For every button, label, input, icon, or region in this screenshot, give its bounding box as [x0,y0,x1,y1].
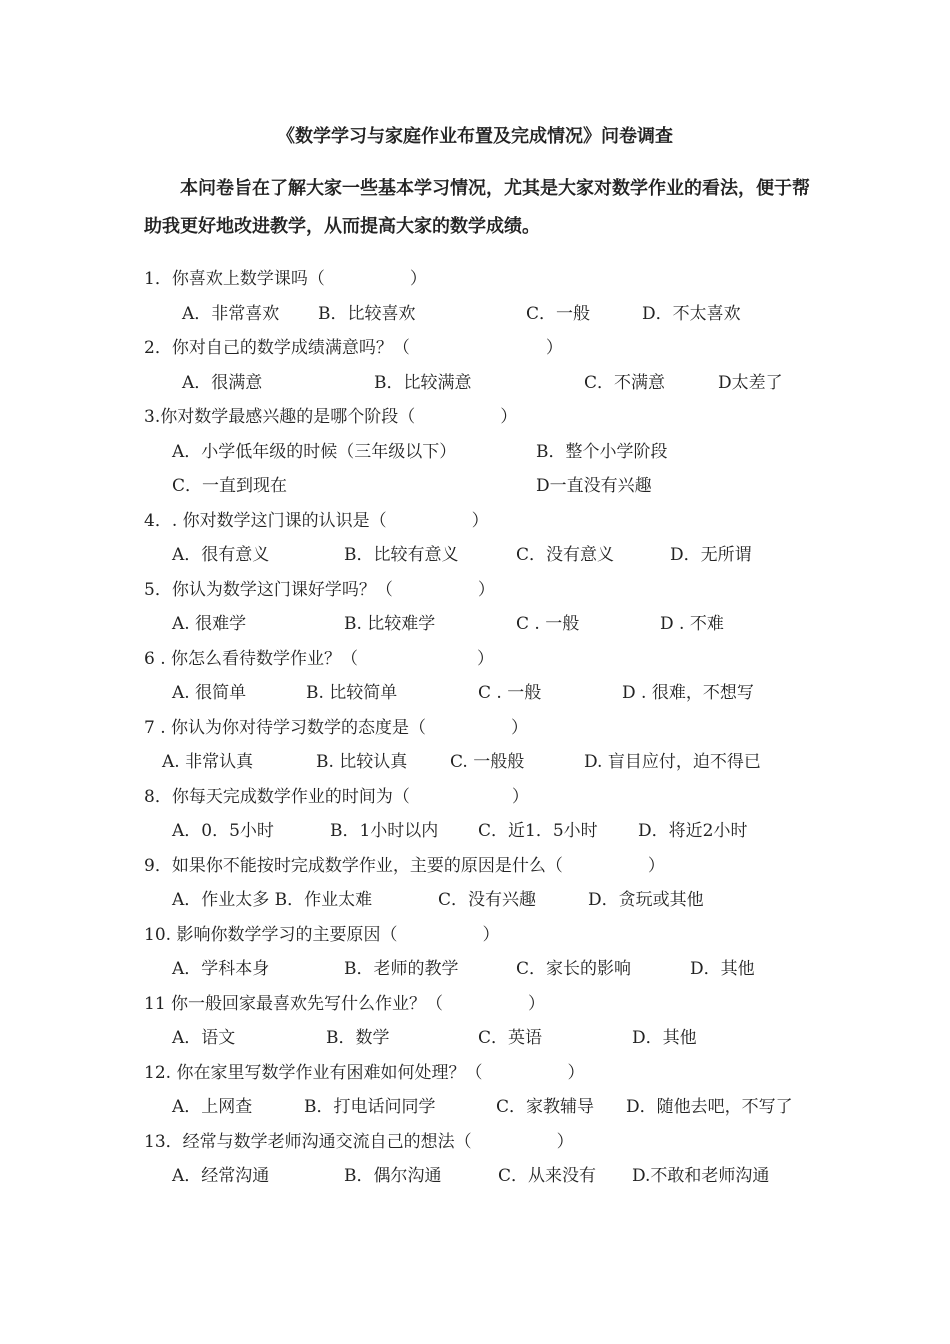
answer-option: D．随他去吧，不写了 [626,1097,793,1117]
options-row [0,952,950,987]
options-row [0,297,950,332]
question-row [0,400,950,435]
answer-option: A．语文 [172,1028,236,1048]
answer-option: D．其他 [632,1028,697,1048]
answer-option: D太差了 [718,372,783,393]
answer-option: C. 一般般 [450,752,525,772]
answer-option: D．贪玩或其他 [588,890,704,910]
answer-option: C．不满意 [584,372,666,393]
question-list [0,262,950,1194]
options-row [0,435,950,470]
options-row [0,607,950,642]
answer-option: B. 比较认真 [316,752,408,772]
question-text: 13．经常与数学老师沟通交流自己的想法（ ） [144,1131,574,1152]
answer-option: A．作业太多 B．作业太难 [172,890,373,910]
question-row [0,331,950,366]
question-text: 4．. 你对数学这门课的认识是（ ） [144,510,489,531]
answer-option: B．1小时以内 [330,821,439,841]
question-row [0,711,950,746]
question-row [0,1056,950,1091]
answer-option: D．将近2小时 [638,821,748,841]
options-row [0,883,950,918]
question-row [0,780,950,815]
answer-option: C．一般 [526,303,591,324]
answer-option: B. 比较难学 [344,614,436,634]
answer-option: D . 很难，不想写 [622,683,754,703]
question-text: 6 . 你怎么看待数学作业？（ ） [144,648,495,669]
options-row [0,745,950,780]
answer-option: B．比较喜欢 [318,303,416,324]
question-text: 5．你认为数学这门课好学吗？（ ） [144,579,495,600]
question-text: 1．你喜欢上数学课吗（ ） [144,269,427,289]
question-row [0,987,950,1022]
answer-option: C．一直到现在 [172,476,288,496]
answer-option: C . 一般 [516,614,580,634]
answer-option: D．不太喜欢 [642,303,741,324]
answer-option: A．很满意 [182,372,263,393]
question-text: 10. 影响你数学学习的主要原因（ ） [144,924,500,945]
answer-option: A．上网查 [172,1097,253,1117]
answer-option: C．家教辅导 [496,1097,595,1117]
question-row [0,262,950,297]
question-row [0,642,950,677]
answer-option: C．没有兴趣 [438,890,537,910]
answer-option: B．打电话问同学 [304,1097,436,1117]
answer-option: C．家长的影响 [516,959,632,979]
document-title: 《数学学习与家庭作业布置及完成情况》问卷调查 [277,126,673,147]
question-row [0,504,950,539]
answer-option: D．其他 [690,959,755,979]
question-row [0,573,950,608]
answer-option: D. 盲目应付，迫不得已 [584,752,761,772]
question-text: 8．你每天完成数学作业的时间为（ ） [144,786,529,807]
answer-option: A．经常沟通 [172,1166,270,1186]
options-row [0,366,950,401]
answer-option: D一直没有兴趣 [536,476,652,496]
options-row [0,814,950,849]
answer-option: C . 一般 [478,683,542,703]
question-text: 11 你一般回家最喜欢先写什么作业？（ ） [144,993,546,1014]
answer-option: A．非常喜欢 [182,303,280,324]
answer-option: B．数学 [326,1028,390,1048]
options-row [0,1021,950,1056]
question-row [0,849,950,884]
answer-option: B．老师的教学 [344,959,459,979]
answer-option: A. 很简单 [172,683,247,703]
answer-option: D . 不难 [660,614,724,634]
options-row [0,1159,950,1194]
answer-option: C．从来没有 [498,1166,597,1186]
answer-option: D.不敢和老师沟通 [632,1166,770,1186]
question-text: 2．你对自己的数学成绩满意吗？（ ） [144,338,563,358]
answer-option: B．比较有意义 [344,545,459,565]
answer-option: C．英语 [478,1028,543,1048]
question-text: 12. 你在家里写数学作业有困难如何处理？（ ） [144,1062,585,1083]
answer-option: A. 很难学 [172,614,247,634]
answer-option: A．很有意义 [172,545,270,565]
answer-option: D．无所谓 [670,545,752,565]
intro-paragraph: 本问卷旨在了解大家一些基本学习情况，尤其是大家对数学作业的看法，便于帮助我更好地改进教学，从而提高大家的数学成绩。 [144,178,810,237]
options-row [0,469,950,504]
answer-option: A．0．5小时 [172,821,274,841]
answer-option: B．比较满意 [374,372,472,393]
question-text: 9．如果你不能按时完成数学作业，主要的原因是什么（ ） [144,855,665,876]
answer-option: A. 非常认真 [162,752,254,772]
question-text: 3.你对数学最感兴趣的是哪个阶段（ ） [144,407,518,427]
answer-option: C．没有意义 [516,545,615,565]
answer-option: C．近1．5小时 [478,821,598,841]
answer-option: B．整个小学阶段 [536,441,668,462]
answer-option: B. 比较简单 [306,683,398,703]
answer-option: B．偶尔沟通 [344,1166,442,1186]
question-row [0,918,950,953]
question-text: 7 . 你认为你对待学习数学的态度是（ ） [144,717,529,738]
options-row [0,538,950,573]
answer-option: A．小学低年级的时候（三年级以下） [172,441,457,462]
answer-option: A．学科本身 [172,959,270,979]
options-row [0,1090,950,1125]
options-row [0,676,950,711]
question-row [0,1125,950,1160]
